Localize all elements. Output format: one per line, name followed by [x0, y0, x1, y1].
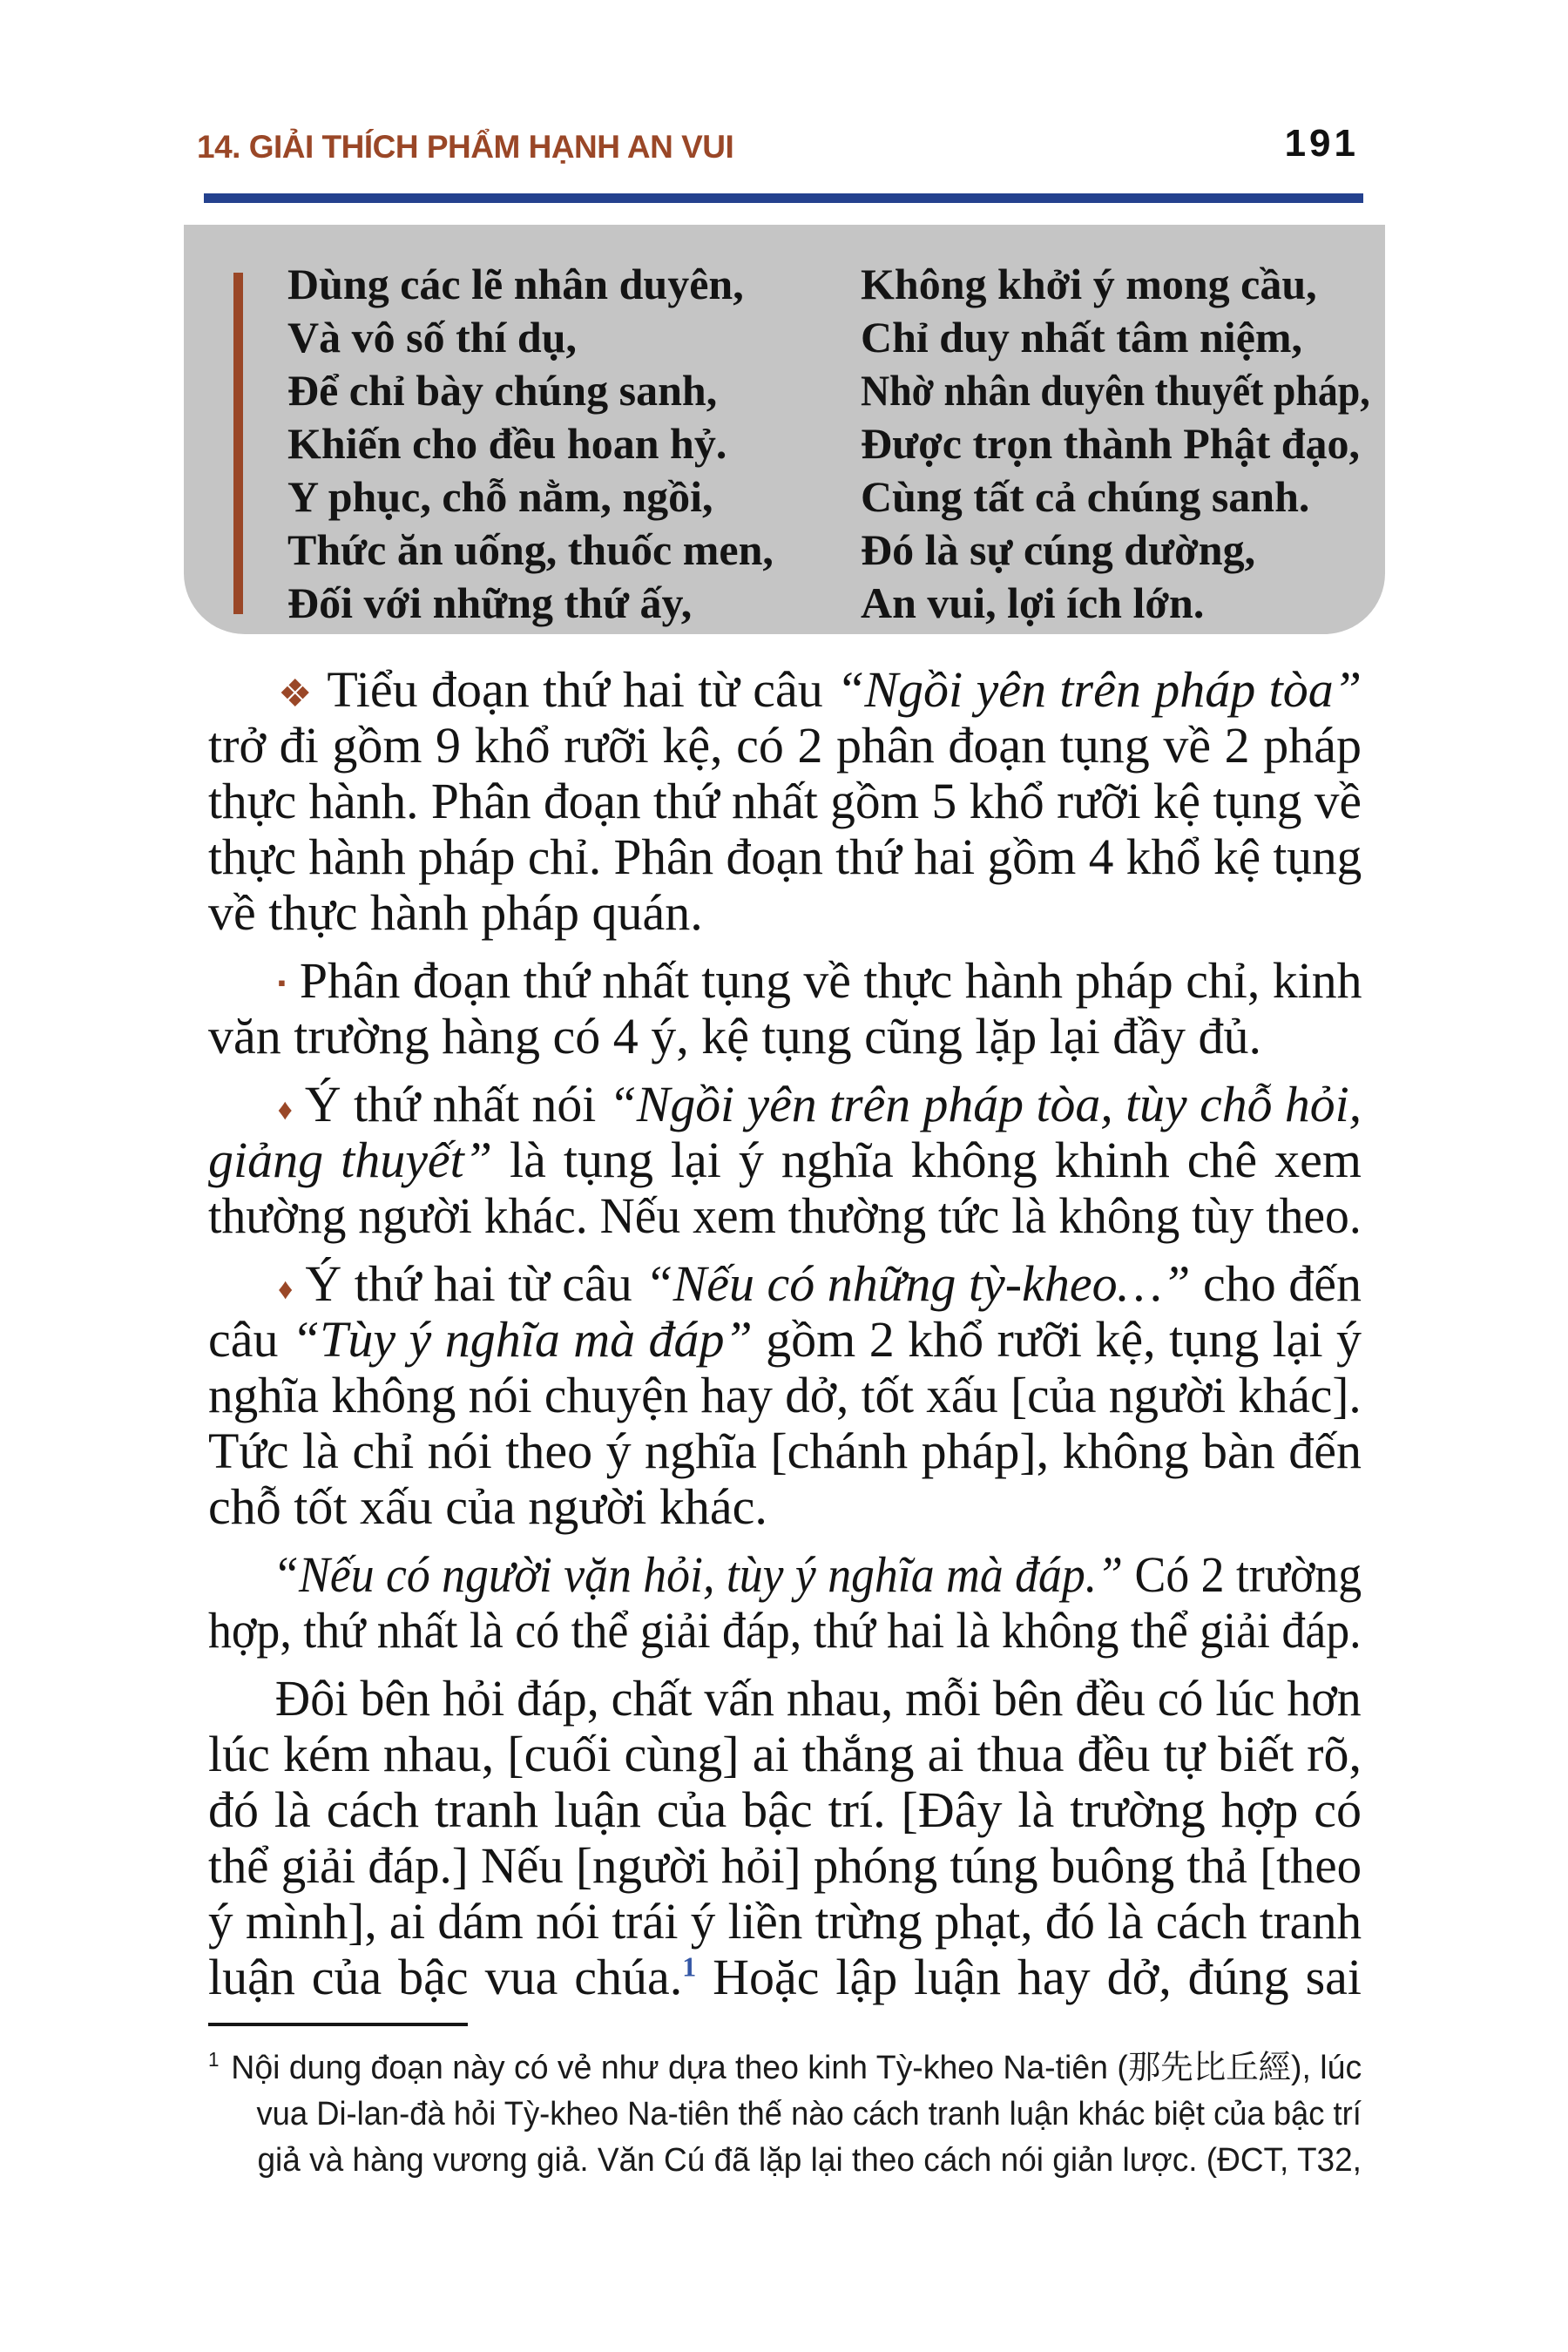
text-line: [208, 1602, 1362, 1659]
paragraph: [208, 1671, 1362, 2005]
text-line: [208, 773, 1362, 829]
verse-line: Y phục, chỗ nằm, ngồi,: [287, 472, 713, 521]
text-line: [208, 1837, 1362, 1894]
verse-line: Được trọn thành Phật đạo,: [861, 419, 1361, 468]
text-segment: Nội dung đoạn này có vẻ như dựa theo kinh Tỳ-kheo Na-tiên (那先比丘經), lúc: [231, 2050, 1362, 2086]
text-line: [208, 1256, 1362, 1312]
text-line: [208, 1727, 1362, 1782]
text-segment: Có 2 trường: [1123, 1546, 1362, 1603]
footnote-marker: 1: [208, 2048, 220, 2072]
text-segment: cho đến: [1190, 1255, 1362, 1312]
text-segment: Tức là chỉ nói theo ý nghĩa [chánh pháp], không bàn đến: [208, 1423, 1362, 1479]
verse-line: Thức ăn uống, thuốc men,: [287, 525, 774, 574]
text-line: [208, 1479, 1362, 1535]
page-number: 191: [1284, 122, 1359, 165]
verse-line: An vui, lợi ích lớn.: [861, 578, 1205, 627]
text-segment: thực hành. Phân đoạn thứ nhất gồm 5 khổ rưỡi kệ tụng về: [208, 773, 1362, 829]
diamond-bullet-icon: ♦: [278, 1274, 294, 1306]
paragraph: [208, 953, 1362, 1064]
text-line: [208, 1546, 1362, 1603]
quoted-text: “Ngồi yên trên pháp tòa”: [836, 661, 1362, 718]
text-segment: thể giải đáp.] Nếu [người hỏi] phóng túng buông thả [theo: [208, 1837, 1362, 1894]
text-line: [208, 718, 1362, 774]
verse-line: Khiến cho đều hoan hỷ.: [287, 419, 727, 468]
text-segment: về thực hành pháp quán.: [208, 884, 703, 941]
verse-line: Chỉ duy nhất tâm niệm,: [861, 313, 1303, 362]
quoted-text: “Tùy ý nghĩa mà đáp”: [291, 1311, 753, 1368]
footnote-line: [208, 2092, 1362, 2138]
text-line: [208, 885, 1362, 941]
text-segment: gồm 2 khổ rưỡi kệ, tụng lại ý: [752, 1311, 1362, 1368]
footnote-ref: 1: [682, 1951, 697, 1983]
text-segment: thực hành pháp chỉ. Phân đoạn thứ hai gồm 4 khổ kệ tụng: [208, 828, 1362, 885]
text-line: [208, 1782, 1362, 1838]
quoted-text: “Ngồi yên trên pháp tòa, tùy chỗ hỏi,: [608, 1076, 1362, 1132]
verse-line: Nhờ nhân duyên thuyết pháp,: [861, 366, 1370, 415]
verse-box: [184, 225, 1385, 634]
text-line: [208, 828, 1362, 885]
text-segment: nghĩa không nói chuyện hay dở, tốt xấu [của người khác].: [208, 1367, 1362, 1423]
text-segment: lúc kém nhau, [cuối cùng] ai thắng ai thua đều tự biết rõ,: [208, 1726, 1362, 1782]
text-line: [208, 1187, 1362, 1244]
text-line: [208, 1423, 1362, 1479]
text-line: [208, 1076, 1362, 1132]
diamond-bullet-icon: ♦: [277, 1094, 293, 1126]
text-segment: chỗ tốt xấu của người khác.: [208, 1478, 767, 1535]
text-segment: thường người khác. Nếu xem thường tức là không tùy theo.: [208, 1187, 1362, 1244]
quoted-text: giảng thuyết”: [208, 1132, 493, 1188]
verse-line: Và vô số thí dụ,: [287, 313, 578, 362]
chapter-title: 14. GIẢI THÍCH PHẨM HẠNH AN VUI: [197, 129, 734, 165]
footnote-line: [208, 2138, 1362, 2184]
paragraph: [208, 662, 1362, 941]
text-segment: Ý thứ nhất nói: [304, 1076, 609, 1132]
paragraph: [208, 1547, 1362, 1659]
section-bullet-icon: ❖: [278, 672, 314, 715]
verse-line: Không khởi ý mong cầu,: [861, 260, 1317, 308]
text-segment: là tụng lại ý nghĩa không khinh chê xem: [492, 1132, 1362, 1188]
text-line: [208, 1670, 1362, 1727]
text-segment: Hoặc lập luận hay dở, đúng sai: [696, 1949, 1362, 2005]
text-segment: Đôi bên hỏi đáp, chất vấn nhau, mỗi bên đều có lúc hơn: [274, 1670, 1362, 1727]
text-line: [208, 1132, 1362, 1188]
quoted-text: “Nếu có người vặn hỏi, tùy ý nghĩa mà đáp.”: [273, 1546, 1124, 1603]
text-line: [208, 952, 1362, 1009]
verse-accent-bar: [233, 273, 243, 614]
text-segment: câu: [208, 1311, 292, 1368]
footnote-separator: [208, 2023, 468, 2026]
paragraph: [208, 1256, 1362, 1535]
text-line: [208, 1893, 1362, 1950]
verse-line: Cùng tất cả chúng sanh.: [861, 472, 1310, 521]
text-line: [208, 662, 1362, 718]
verse-column-right: [861, 258, 1370, 630]
text-segment: Phân đoạn thứ nhất tụng về thực hành pháp chỉ, kinh: [299, 952, 1362, 1009]
text-line: [208, 1312, 1362, 1368]
text-segment: ý mình], ai dám nói trái ý liền trừng phạt, đó là cách tranh: [208, 1893, 1362, 1950]
verse-column-left: [287, 258, 845, 630]
text-segment: vua Di-lan-đà hỏi Tỳ-kheo Na-tiên thế nào cách tranh luận khác biệt của bậc trí: [256, 2096, 1362, 2132]
footnote: [208, 2045, 1362, 2184]
verse-line: Đối với những thứ ấy,: [287, 578, 693, 627]
text-segment: đó là cách tranh luận của bậc trí. [Đây là trường hợp có: [208, 1781, 1362, 1838]
text-line: [208, 1009, 1362, 1064]
text-segment: luận của bậc vua chúa.: [208, 1949, 683, 2005]
text-line: [208, 1950, 1362, 2005]
text-segment: giả và hàng vương giả. Văn Cú đã lặp lại theo cách nói giản lược. (ĐCT, T32,: [257, 2142, 1362, 2179]
verse-line: Để chỉ bày chúng sanh,: [287, 366, 718, 415]
footnote-line: [208, 2045, 1362, 2092]
square-bullet-icon: ▪: [277, 970, 286, 996]
text-line: [208, 1367, 1362, 1423]
paragraph: [208, 1077, 1362, 1244]
text-segment: hợp, thứ nhất là có thể giải đáp, thứ hai là không thể giải đáp.: [208, 1602, 1362, 1659]
text-segment: Tiểu đoạn thứ hai từ câu: [327, 661, 837, 718]
verse-line: Đó là sự cúng dường,: [861, 525, 1256, 574]
text-segment: trở đi gồm 9 khổ rưỡi kệ, có 2 phân đoạn tụng về 2 pháp: [208, 717, 1362, 774]
verse-line: Dùng các lẽ nhân duyên,: [287, 260, 744, 308]
header-rule: [204, 193, 1363, 203]
body-paragraphs: [208, 662, 1362, 2017]
quoted-text: “Nếu có những tỳ-kheo…”: [645, 1255, 1191, 1312]
text-segment: văn trường hàng có 4 ý, kệ tụng cũng lặp lại đầy đủ.: [208, 1008, 1261, 1064]
text-segment: Ý thứ hai từ câu: [305, 1255, 645, 1312]
